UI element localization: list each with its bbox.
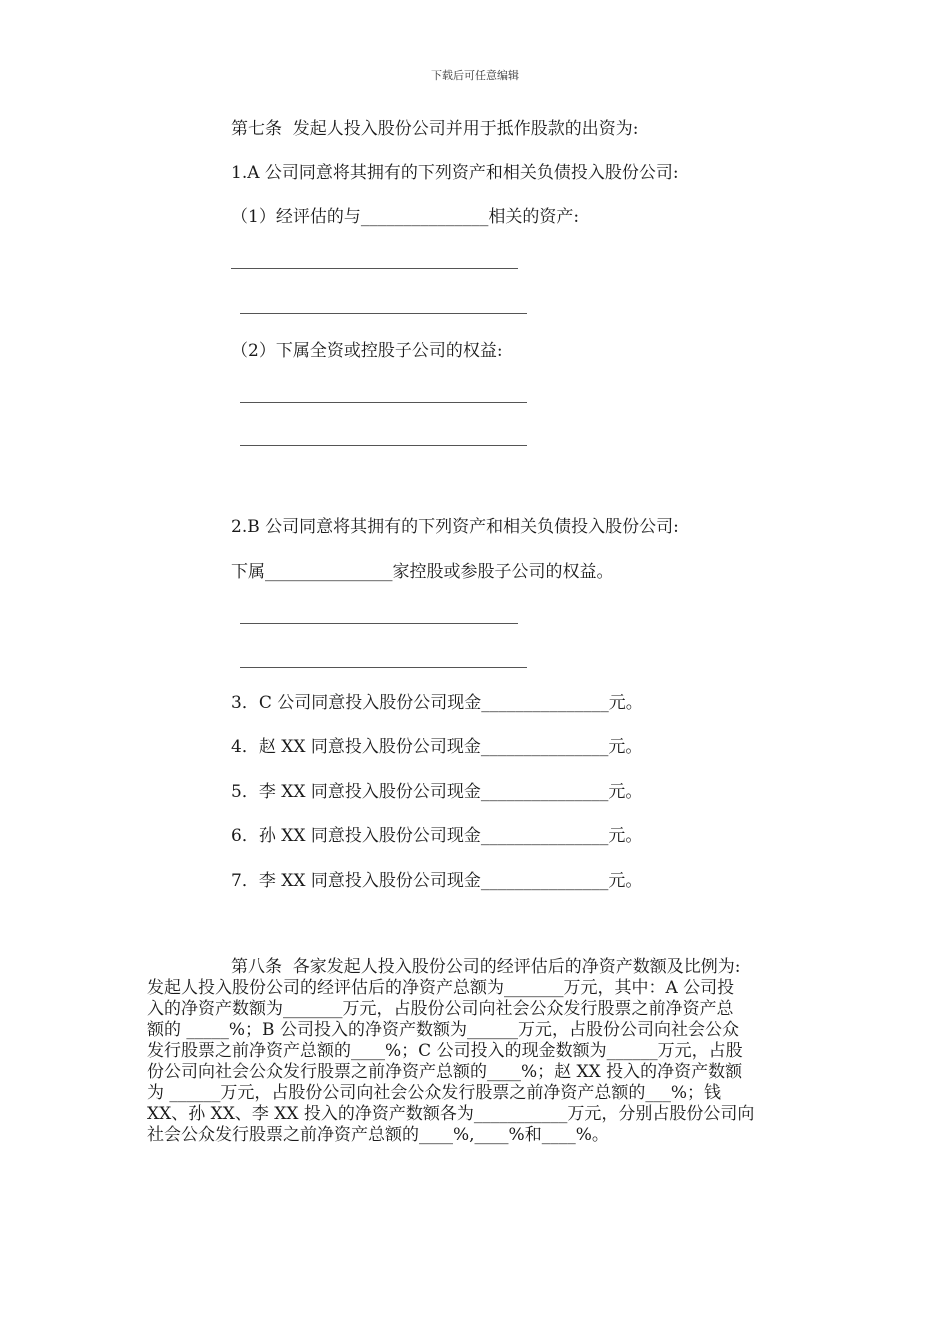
company-b-intro: 2.B 公司同意将其拥有的下列资产和相关负债投入股份公司: bbox=[231, 517, 679, 537]
sun-item: 6．孙 XX 同意投入股份公司现金_______________元。 bbox=[231, 826, 643, 846]
blank-line bbox=[240, 313, 527, 314]
article-7-heading: 第七条 发起人投入股份公司并用于抵作股款的出资为: bbox=[231, 119, 639, 139]
blank-line bbox=[240, 667, 527, 668]
article-8-line: 为 ______万元，占股份公司向社会公众发行股票之前净资产总额的___%；钱 bbox=[147, 1083, 722, 1103]
company-c-item: 3．C 公司同意投入股份公司现金_______________元。 bbox=[231, 693, 643, 713]
blank-line bbox=[240, 623, 518, 624]
company-a-intro: 1.A 公司同意将其拥有的下列资产和相关负债投入股份公司: bbox=[231, 163, 679, 183]
article-8-line: 发起人投入股份公司的经评估后的净资产总额为_______万元，其中：A 公司投 bbox=[147, 978, 735, 998]
li-item: 5．李 XX 同意投入股份公司现金_______________元。 bbox=[231, 782, 643, 802]
article-8-line: 入的净资产数额为_______万元，占股份公司向社会公众发行股票之前净资产总 bbox=[147, 999, 734, 1019]
article-8-paragraph bbox=[147, 957, 807, 1146]
company-b-item: 下属_______________家控股或参股子公司的权益。 bbox=[231, 562, 614, 582]
article-8-line: 社会公众发行股票之前净资产总额的____%,____%和____%。 bbox=[147, 1125, 609, 1145]
article-8-line: 额的 _____%；B 公司投入的净资产数额为______万元，占股份公司向社会公众 bbox=[147, 1020, 739, 1040]
blank-line bbox=[231, 268, 518, 269]
zhao-item: 4．赵 XX 同意投入股份公司现金_______________元。 bbox=[231, 737, 643, 757]
company-a-item-1: （1）经评估的与_______________相关的资产: bbox=[231, 207, 580, 227]
blank-line bbox=[240, 402, 527, 403]
page-header: 下载后可任意编辑 bbox=[431, 69, 519, 82]
company-a-item-2: （2）下属全资或控股子公司的权益: bbox=[231, 341, 503, 361]
article-8-line: 份公司向社会公众发行股票之前净资产总额的____%；赵 XX 投入的净资产数额 bbox=[147, 1062, 743, 1082]
article-8-line: XX、孙 XX、李 XX 投入的净资产数额各为___________万元，分别占股份公司向 bbox=[147, 1104, 755, 1124]
blank-line bbox=[240, 445, 527, 446]
article-8-line: 发行股票之前净资产总额的____%；C 公司投入的现金数额为______万元，占股 bbox=[147, 1041, 743, 1061]
article-8-line: 第八条 各家发起人投入股份公司的经评估后的净资产数额及比例为: bbox=[231, 957, 741, 977]
li2-item: 7．李 XX 同意投入股份公司现金_______________元。 bbox=[231, 871, 643, 891]
